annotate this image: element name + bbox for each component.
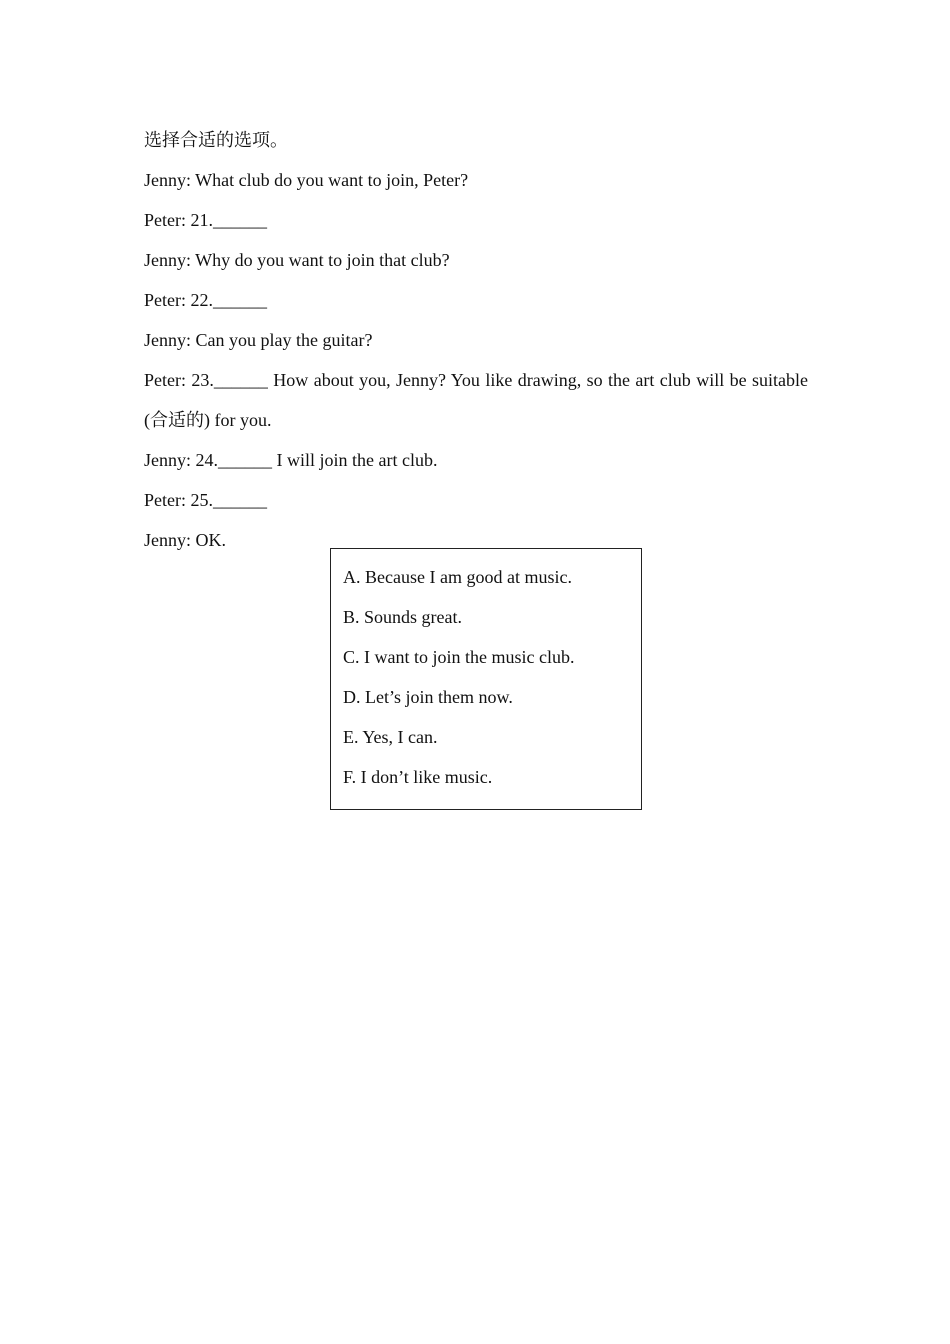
option-e: E. Yes, I can. xyxy=(343,727,438,747)
option-d: D. Let’s join them now. xyxy=(343,687,513,707)
dialogue-line: Jenny: Can you play the guitar? xyxy=(144,330,373,350)
dialogue-line: Jenny: Why do you want to join that club? xyxy=(144,250,450,270)
option-f: F. I don’t like music. xyxy=(343,767,493,787)
option-a: A. Because I am good at music. xyxy=(343,567,572,587)
options-box xyxy=(330,548,642,810)
dialogue-line: Jenny: What club do you want to join, Peter? xyxy=(144,170,469,190)
dialogue-line: Peter: 22.______ xyxy=(144,290,267,310)
option-b: B. Sounds great. xyxy=(343,607,462,627)
exercise-content xyxy=(144,120,808,560)
dialogue-line: Peter: 23.______ How about you, Jenny? You like drawing, so the art club will be suitable (合适的) for you. xyxy=(144,370,808,430)
dialogue-line: Jenny: OK. xyxy=(144,530,226,550)
instruction-text: 选择合适的选项。 xyxy=(144,130,288,150)
option-c: C. I want to join the music club. xyxy=(343,647,575,667)
dialogue-line: Peter: 25.______ xyxy=(144,490,267,510)
dialogue-line: Peter: 21.______ xyxy=(144,210,267,230)
dialogue-line: Jenny: 24.______ I will join the art club. xyxy=(144,450,438,470)
